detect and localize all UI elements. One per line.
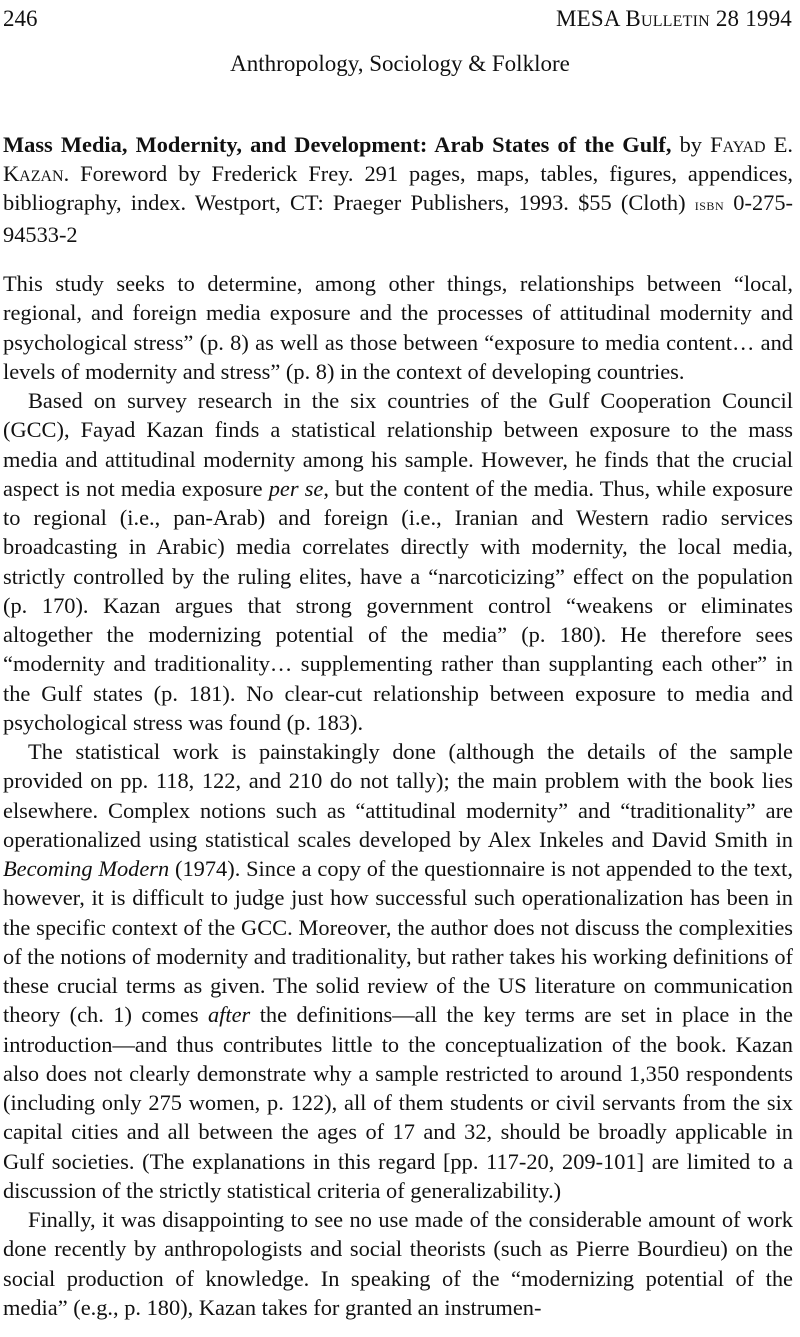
journal-issue: 28 1994 <box>715 6 792 31</box>
book-author: Fayad E. Kazan <box>3 132 794 187</box>
citation-details: . Foreword by Frederick Frey. 291 pages, maps, tables, figures, appendices, bibliography, index. Westport, CT: Praeger Publishers, 1993. $55 (Cloth) <box>3 161 793 216</box>
running-header <box>3 4 792 34</box>
paragraph-2-emphasis: per se <box>268 475 324 501</box>
paragraph-2-text-b: , but the content of the media. Thus, while exposure to regional (i.e., pan-Arab) and foreign (i.e., Iranian and Western radio services broadcasting in Arabic) media correlates directly with modernity, the local media, strictly controlled by the ruling elites, have a “narcoticizing” effect on the population (p. 170). Kazan argues that strong government control “weakens or eliminates altogether the modernizing potential of the media” (p. 180). He therefore sees “modernity and traditionality… supplementing rather than supplanting each other” in the Gulf states (p. 181). No clear-cut relationship between exposure to media and psychological stress was found (p. 183). <box>3 475 793 735</box>
paragraph-2-text-a: Based on survey research in the six countries of the Gulf Cooperation Council (GCC), Fayad Kazan finds a statistical relationship between exposure to the mass media and attitudinal modernity among his sample. However, he finds that the crucial aspect is not media exposure <box>3 388 793 501</box>
paragraph-3-text-c: the definitions—all the key terms are set in place in the introduction—and thus contributes little to the conceptualization of the book. Kazan also does not clearly demonstrate why a sample restricted to around 1,350 respondents (including only 275 women, p. 122), all of them students or civil servants from the six capital cities and all between the ages of 17 and 32, should be broadly applicable in Gulf societies. (The explanations in this regard [pp. 117-20, 209-101] are limited to a discussion of the strictly statistical criteria of generalizability.) <box>3 1002 793 1203</box>
section-heading: Anthropology, Sociology & Folklore <box>230 51 570 76</box>
isbn-label: isbn <box>694 195 725 215</box>
book-title: Mass Media, Modernity, and Development: Arab States of the Gulf, <box>3 132 672 157</box>
book-citation <box>3 130 793 249</box>
paragraph-3-text-a: The statistical work is painstakingly done (although the details of the sample provided on pp. 118, 122, and 210 do not tally); the main problem with the book lies elsewhere. Complex notions such as “attitudinal modernity” and “traditionality” are operationalized using statistical scales developed by Alex Inkeles and David Smith in <box>3 739 793 852</box>
paragraph-1: This study seeks to determine, among other things, relationships between “local, regional, and foreign media exposure and the processes of attitudinal modernity and psychological stress” (p. 8) as well as those between “exposure to media content… and levels of modernity and stress” (p. 8) in the context of developing countries. <box>3 271 793 384</box>
journal-title <box>556 4 792 34</box>
journal-bulletin: Bulletin <box>625 6 710 31</box>
paragraph-3-text-b: (1974). Since a copy of the questionnaire is not appended to the text, however, it is difficult to judge just how successful such operationalization has been in the specific context of the GCC. Moreover, the author does not discuss the complexities of the notions of modernity and traditionality, but rather takes his working definitions of these crucial terms as given. The solid review of the US literature on communication theory (ch. 1) comes <box>3 856 793 1028</box>
isbn-number: 0-275-94533-2 <box>3 190 793 247</box>
paragraph-3-book-title: Becoming Modern <box>3 856 170 881</box>
page-number: 246 <box>3 6 38 31</box>
paragraph-3 <box>3 737 793 1205</box>
paragraph-2 <box>3 386 793 737</box>
paragraph-3-emphasis: after <box>207 1002 251 1028</box>
citation-by: by <box>671 132 711 157</box>
journal-name: MESA <box>556 6 620 31</box>
review-body <box>3 269 793 1322</box>
paragraph-4: Finally, it was disappointing to see no use made of the considerable amount of work done recently by anthropologists and social theorists (such as Pierre Bourdieu) on the social production of knowledge. In speaking of the “modernizing potential of the media” (e.g., p. 180), Kazan takes for granted an instrumen- <box>3 1207 793 1320</box>
